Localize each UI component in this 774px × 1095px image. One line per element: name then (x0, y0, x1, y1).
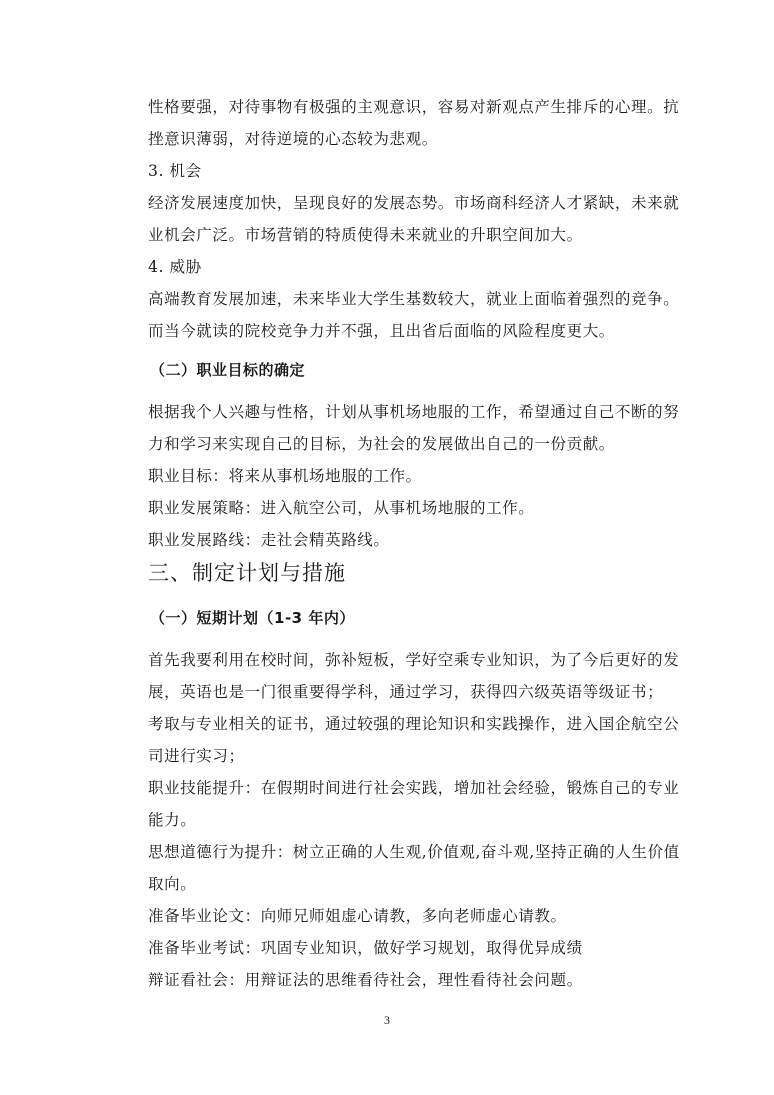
list-heading-threat: 4. 威胁 (148, 258, 202, 276)
paragraph-line: 职业技能提升：在假期时间进行社会实践，增加社会经验，锻炼自己的专业 (148, 779, 680, 797)
paragraph-line: 根据我个人兴趣与性格，计划从事机场地服的工作，希望通过自己不断的努 (148, 403, 680, 421)
paragraph-line: 高端教育发展加速，未来毕业大学生基数较大，就业上面临着强烈的竞争。 (148, 290, 680, 308)
section-heading: 三、制定计划与措施 (148, 561, 346, 585)
list-heading-opportunity: 3. 机会 (148, 162, 202, 180)
paragraph-line: 首先我要利用在校时间，弥补短板，学好空乘专业知识，为了今后更好的发 (148, 651, 680, 669)
paragraph-line: 取向。 (148, 875, 197, 893)
paragraph-line: 性格要强，对待事物有极强的主观意识，容易对新观点产生排斥的心理。抗 (148, 98, 680, 116)
paragraph-line: 司进行实习； (148, 747, 245, 765)
paragraph-line: 力和学习来实现自己的目标，为社会的发展做出自己的一份贡献。 (148, 435, 615, 453)
paragraph-line: 准备毕业论文：向师兄师姐虚心请教，多向老师虚心请教。 (148, 907, 567, 925)
paragraph-line: 辩证看社会：用辩证法的思维看待社会，理性看待社会问题。 (148, 971, 583, 989)
subsection-heading: （一）短期计划（1-3 年内） (150, 609, 355, 627)
paragraph-line: 考取与专业相关的证书，通过较强的理论知识和实践操作，进入国企航空公 (148, 715, 680, 733)
paragraph-line: 展，英语也是一门很重要得学科，通过学习，获得四六级英语等级证书； (148, 683, 664, 701)
paragraph-line: 准备毕业考试：巩固专业知识，做好学习规划，取得优异成绩 (148, 939, 583, 957)
paragraph-line: 业机会广泛。市场营销的特质使得未来就业的升职空间加大。 (148, 226, 583, 244)
page-number: 3 (384, 1013, 390, 1027)
subsection-heading: （二）职业目标的确定 (150, 361, 306, 379)
paragraph-line: 职业发展路线：走社会精英路线。 (148, 531, 390, 549)
paragraph-line: 思想道德行为提升：树立正确的人生观,价值观,奋斗观,坚持正确的人生价值 (148, 843, 680, 861)
paragraph-line: 职业发展策略：进入航空公司，从事机场地服的工作。 (148, 499, 535, 517)
paragraph-line: 职业目标：将来从事机场地服的工作。 (148, 467, 422, 485)
paragraph-line: 能力。 (148, 811, 197, 829)
paragraph-line: 而当今就读的院校竞争力并不强，且出省后面临的风险程度更大。 (148, 322, 615, 340)
paragraph-line: 经济发展速度加快，呈现良好的发展态势。市场商科经济人才紧缺，未来就 (148, 194, 680, 212)
paragraph-line: 挫意识薄弱，对待逆境的心态较为悲观。 (148, 130, 438, 148)
